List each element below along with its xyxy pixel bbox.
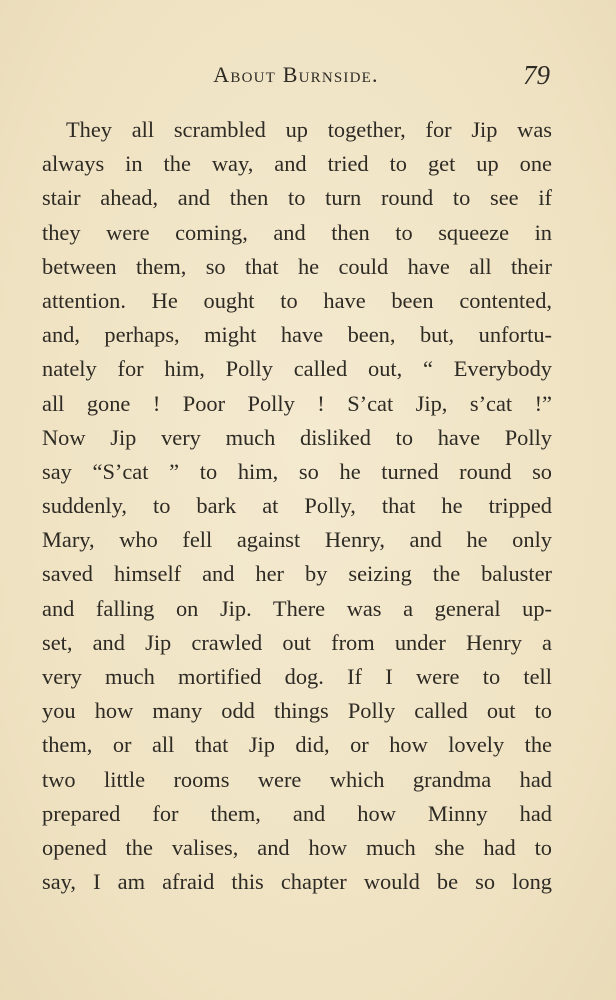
text-line: between them, so that he could have all their — [42, 253, 552, 279]
text-line: all gone ! Poor Polly ! S’cat Jip, s’cat !” — [42, 390, 552, 416]
text-line: opened the valises, and how much she had to — [42, 834, 552, 860]
text-line: prepared for them, and how Minny had — [42, 800, 552, 826]
text-line: and falling on Jip. There was a general up- — [42, 595, 552, 621]
text-line: Now Jip very much disliked to have Polly — [42, 424, 552, 450]
text-line: and, perhaps, might have been, but, unfortu- — [42, 322, 552, 348]
text-line: They all scrambled up together, for Jip was — [66, 117, 552, 142]
text-line: say “S’cat ” to him, so he turned round so — [42, 458, 552, 484]
text-line: them, or all that Jip did, or how lovely the — [42, 732, 552, 758]
body-text — [42, 113, 552, 899]
text-line: you how many odd things Polly called out to — [42, 698, 552, 724]
text-line: very much mortified dog. If I were to tell — [42, 664, 552, 689]
text-line: suddenly, to bark at Polly, that he tripped — [42, 493, 552, 519]
page-number: 79 — [523, 60, 550, 90]
text-line: nately for him, Polly called out, “ Everybody — [42, 356, 552, 382]
running-head — [42, 62, 550, 96]
text-line: stair ahead, and then to turn round to see if — [42, 185, 552, 211]
text-line: two little rooms were which grandma had — [42, 766, 552, 792]
text-line: they were coming, and then to squeeze in — [42, 219, 552, 245]
text-line: set, and Jip crawled out from under Henry a — [42, 629, 552, 655]
text-line: always in the way, and tried to get up one — [42, 151, 552, 177]
text-line: saved himself and her by seizing the baluster — [42, 561, 552, 587]
text-line: say, I am afraid this chapter would be so long — [42, 869, 552, 895]
text-line: Mary, who fell against Henry, and he only — [42, 527, 552, 553]
running-title: About Burnside. — [213, 62, 379, 87]
text-line: attention. He ought to have been contented, — [42, 287, 552, 313]
